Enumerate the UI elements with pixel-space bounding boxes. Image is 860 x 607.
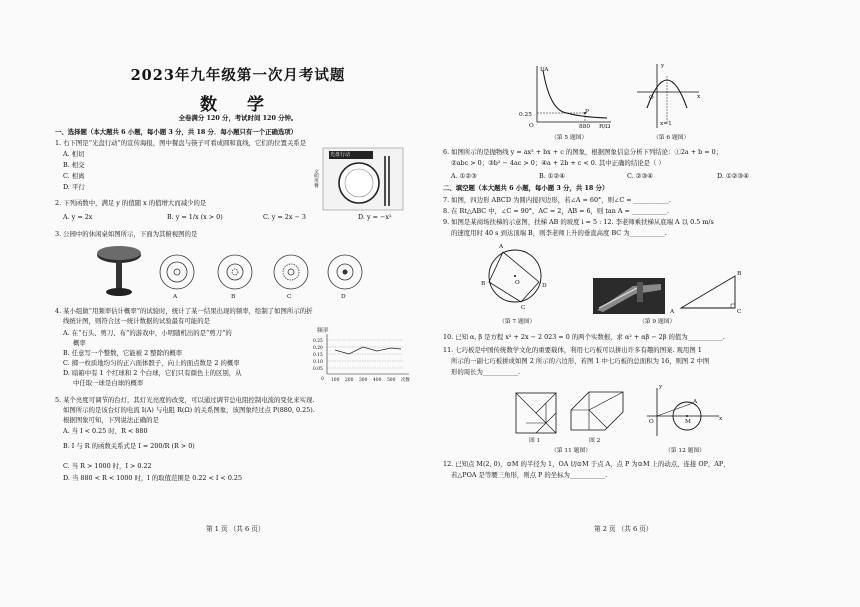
fig5-point-label: P xyxy=(585,109,589,115)
exam-title: 2023年九年级第一次月考试题 xyxy=(130,67,346,84)
q7-text: 7. 如图，四边形 ABCD 为圆内接四边形，若∠A = 60°，则∠C = ___________. xyxy=(443,196,671,204)
q1-choice-d: D. 平行 xyxy=(63,183,85,191)
q11-text-2: 所示的一副七巧板拼成如图 2 所示的六边形，若图 1 中七巧板的总面积为 16，则图 2 中图 xyxy=(451,357,710,365)
fig6-origin: O xyxy=(649,95,654,101)
fig5-current-resistance-graph xyxy=(523,62,613,128)
q1-choice-a: A. 相切 xyxy=(63,150,85,158)
q4-choice-b: B. 任意写一个整数，它能被 2 整除的概率 xyxy=(63,349,183,357)
q3-label-c: C xyxy=(287,294,292,300)
q4-frequency-chart xyxy=(313,332,413,380)
q5-choice-c: C. 当 R > 1000 时，I > 0.22 xyxy=(63,462,152,470)
q3-label-d: D xyxy=(341,294,346,300)
q4-ytick-1: 0.20 xyxy=(313,346,323,351)
q4-choice-c: C. 掷一枚质地均匀的正六面体骰子，向上的面点数是 2 的概率 xyxy=(63,359,240,367)
q6-choice-d: D. ①②③④ xyxy=(717,172,749,180)
q4-choice-d-cont: 中任取一球是白球的概率 xyxy=(73,379,144,387)
fig5-origin: O xyxy=(529,123,534,129)
poster-text-1: 文明用餐 xyxy=(313,169,319,188)
fig7-label-d: D xyxy=(542,283,547,289)
q2-choice-c: C. y = 2x − 3 xyxy=(263,213,306,221)
q6-choice-a: A. ①②③ xyxy=(451,172,477,180)
q4-choice-a: A. 在“石头、剪刀、布”的游戏中，小明随机出的是“剪刀”的 xyxy=(63,329,232,337)
fig12-circle-tangent xyxy=(643,386,723,440)
q4-xtick-1: 200 xyxy=(345,378,354,383)
q11-text-1: 11. 七巧板是中国传统数学文化的重要载体，利用七巧板可以拼出许多有趣的图案. 观用图 1 xyxy=(443,346,702,354)
q12-text-1: 12. 已知点 M(2, 0)，⊙M 的半径为 1，OA 切⊙M 于点 A，点 P 为⊙M 上的动点，连接 OP，AP， xyxy=(443,460,730,468)
q6-stem-2: ②abc > 0；③b² − 4ac > 0；④a + 2b + c < 0. 其中正确的结论是（ ） xyxy=(451,159,665,167)
section-1-heading: 一、选择题（本大题共 6 小题，每小题 3 分，共 18 分．每小题只有一个正确选项） xyxy=(55,128,298,136)
q4-origin: 0 xyxy=(321,377,324,382)
page-number-2: 第 2 页 （共 6 页） xyxy=(594,525,653,533)
fig9-slope-triangle xyxy=(675,270,745,314)
q3-table-figure xyxy=(95,244,143,298)
fig11-label-1: 图 1 xyxy=(529,438,541,444)
fig12-label-x: x xyxy=(719,416,723,422)
fig9-label-a: A xyxy=(670,309,675,315)
q3-option-c-view xyxy=(271,252,311,292)
fig7-label-a: A xyxy=(499,244,504,250)
q4-xtick-3: 400 xyxy=(373,378,382,383)
fig7-label-o: O xyxy=(515,280,520,286)
exam-info: 全卷满分 120 分，考试时间 120 分钟。 xyxy=(178,114,298,122)
q4-stem-1: 4. 某小组做“用频率估计概率”的试验时，统计了某一结果出现的频率，绘制了如图所示的折 xyxy=(55,307,313,315)
q5-choice-b: B. I 与 R 的函数关系式是 I = 200/R (R > 0) xyxy=(63,442,195,450)
q5-line-1: 5. 某个亮度可调节的台灯，其灯光亮度的改变，可以通过调节总电阻控制电流的变化来实现. xyxy=(55,396,315,404)
q2-stem: 2. 下列函数中，满足 y 的值随 x 的值增大而减少的是 xyxy=(55,199,207,207)
fig7-label-c: C xyxy=(521,305,526,311)
q10-text: 10. 已知 α, β 是方程 x² + 2x − 2 023 = 0 的两个实数根，求 α² + αβ − 2β 的值为___________. xyxy=(443,333,725,341)
section-2-heading: 二、填空题（本大题共 6 小题，每小题 3 分，共 18 分） xyxy=(443,184,609,192)
fig7-label-b: B xyxy=(481,281,486,287)
fig11-caption: （第 11 题图） xyxy=(551,448,592,454)
q4-xtick-2: 300 xyxy=(359,378,368,383)
q3-label-b: B xyxy=(231,294,236,300)
q6-choice-c: C. ②③④ xyxy=(627,172,653,180)
fig12-label-a: A xyxy=(693,399,698,405)
q5-line-3: 根据图象可知，下列说法正确的是 xyxy=(63,416,159,424)
q2-choice-b: B. y = 1/x (x > 0) xyxy=(167,213,223,221)
q5-line-2: 如图所示的是该台灯的电流 I(A) 与电阻 R(Ω) 的关系图象，该图象经过点 P(880, 0.25). xyxy=(63,406,315,414)
q2-choice-d: D. y = −x² xyxy=(358,213,392,221)
q4-choice-a-cont: 概率 xyxy=(73,339,86,347)
poster-title: 光盘行动 xyxy=(330,152,351,158)
q4-chart-xlabel: 次数 xyxy=(401,378,410,383)
q1-choice-b: B. 相交 xyxy=(63,161,85,169)
q6-stem-1: 6. 如图所示的是抛物线 y = ax² + bx + c 的图象，根据图象信息分析下列结论：①2a + b = 0； xyxy=(443,148,723,156)
fig11-label-2: 图 2 xyxy=(589,438,601,444)
q8-text: 8. 在 Rt△ABC 中，∠C = 90°，AC = 2，AB = 6，则 tan A = ___________. xyxy=(443,207,670,215)
fig5-caption: （第 5 题图） xyxy=(551,135,588,141)
q4-ytick-0: 0.25 xyxy=(313,339,323,344)
fig12-label-y: y xyxy=(659,384,663,390)
q2-choice-a: A. y = 2x xyxy=(63,213,93,221)
q11-text-3: 形的周长为___________. xyxy=(451,368,521,376)
subject-title: 数 学 xyxy=(200,95,276,115)
fig9-label-c: C xyxy=(737,309,742,315)
q4-ytick-3: 0.10 xyxy=(313,360,323,365)
fig12-label-m: M xyxy=(685,419,691,425)
q5-choice-d: D. 当 880 < R < 1000 时，I 的取值范围是 0.22 < I < 0.25 xyxy=(63,474,243,482)
q4-xtick-0: 100 xyxy=(331,378,340,383)
q4-xtick-4: 500 xyxy=(387,378,396,383)
fig11-tangram-hexagon xyxy=(567,388,627,434)
fig5-y-label: I/A xyxy=(540,67,549,73)
fig6-axis-label: x=1 xyxy=(660,121,672,127)
q9-text-1: 9. 如图是某商场扶梯的示意图，扶梯 AB 的坡度 i = 5 : 12. 李老师乘扶梯从底端 A 以 0.5 m/s xyxy=(443,218,714,226)
fig6-x-label: x xyxy=(697,94,701,100)
q4-stem-2: 线统计图，则符合这一统计数据的试验最有可能的是 xyxy=(63,317,210,325)
fig5-x-value: 880 xyxy=(579,124,591,130)
fig12-label-o: O xyxy=(649,419,654,425)
fig6-y-label: y xyxy=(661,63,665,69)
fig11-tangram-square xyxy=(515,392,557,434)
fig12-caption: （第 12 题图） xyxy=(665,448,706,454)
q6-choice-b: B. ①②④ xyxy=(539,172,565,180)
fig7-caption: （第 7 题图） xyxy=(499,319,536,325)
fig5-value-label: 0.25 xyxy=(519,112,532,118)
q4-ytick-2: 0.15 xyxy=(313,353,323,358)
q12-text-2: 若△POA 是等腰三角形，则点 P 的坐标为___________. xyxy=(451,471,608,479)
fig9-escalator-photo xyxy=(593,278,665,314)
q5-choice-a: A. 当 I < 0.25 时，R < 880 xyxy=(63,427,148,435)
q4-choice-d: D. 暗箱中有 1 个红球和 2 个白球，它们只有颜色上的区别，从 xyxy=(63,369,242,377)
fig7-cyclic-quadrilateral xyxy=(481,242,551,310)
fig9-label-b: B xyxy=(737,271,742,277)
q1-stem: 1. 右下图是“光盘行动”的宣传海报，图中餐盘与筷子可看成圆和直线，它们的位置关系是 xyxy=(55,139,307,147)
q3-option-a-view xyxy=(157,252,197,292)
fig6-caption: （第 6 题图） xyxy=(653,135,690,141)
fig5-x-label: R/Ω xyxy=(599,124,611,130)
fig9-caption: （第 9 题图） xyxy=(639,319,676,325)
q4-ytick-4: 0.05 xyxy=(313,367,323,372)
q1-choice-c: C. 相离 xyxy=(63,172,85,180)
q4-chart-ylabel: 频率 xyxy=(317,328,329,334)
q3-option-b-view xyxy=(215,252,255,292)
page-number-1: 第 1 页 （共 6 页） xyxy=(206,525,265,533)
q9-text-2: 的速度用时 40 s 到达顶端 B，则李老师上升的垂直高度 BC 为___________. xyxy=(451,229,667,237)
q3-option-d-view xyxy=(325,252,365,292)
q3-stem: 3. 公园中的休闲桌如图所示，下面为其俯视图的是 xyxy=(55,230,198,238)
q3-label-a: A xyxy=(173,294,178,300)
